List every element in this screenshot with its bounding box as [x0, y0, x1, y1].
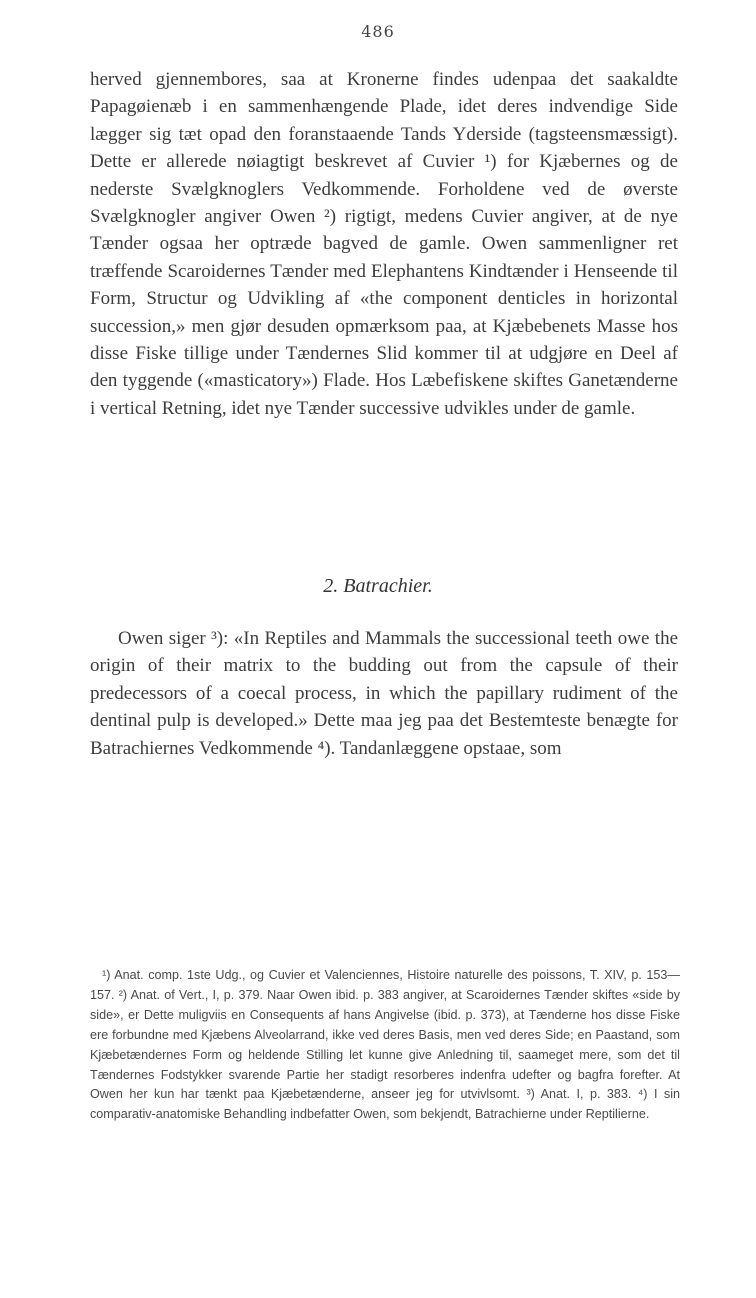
section-body	[90, 625, 678, 762]
footnote-text: ¹) Anat. comp. 1ste Udg., og Cuvier et Valenciennes, Histoire naturelle des poissons, T. XIV, p. 153—157. ²) Anat. of Vert., I, p. 379. Naar Owen ibid. p. 383 angiver, at Scaroidernes Tænder skiftes «side by side», er Dette muligviis en Consequents af hans Angivelse (ibid. p. 373), at Tænderne hos disse Fiske ere forbundne med Kjæbens Alveolarrand, ikke ved deres Basis, men ved deres Side; en Paastand, som Kjæbetændernes Form og heldende Stilling let kunne give Anledning til, saameget mere, som det til Tændernes Fodstykker svarende Partie her stadigt resorberes indenfra udefter og bagfra forefter. At Owen her kun har tænkt paa Kjæbetænderne, anseer jeg for utvivlsomt. ³) Anat. I, p. 383. ⁴) I sin comparativ-anatomiske Behandling indbefatter Owen, som bekjendt, Batrachierne under Reptilierne.	[90, 968, 680, 1122]
page-number: 486	[361, 22, 395, 41]
paragraph: Owen siger ³): «In Reptiles and Mammals the successional teeth owe the origin of their matrix to the budding out from the capsule of their predecessors of a coecal process, in which the papillary rudiment of the dentinal pulp is developed.» Dette maa jeg paa det Bestemteste benægte for Batrachiernes Vedkommende ⁴). Tandanlæggene opstaae, som	[90, 628, 678, 759]
section-heading: 2. Batrachier.	[323, 575, 433, 597]
footnotes	[90, 966, 680, 1125]
paragraph: herved gjennembores, saa at Kronerne findes udenpaa det saakaldte Papagøienæb i en sammenhængende Plade, idet deres indvendige Side lægger sig tæt opad den foranstaaende Tands Yderside (tagsteensmæssigt). Dette er allerede nøiagtigt beskrevet af Cuvier ¹) for Kjæbernes og de nederste Svælgknoglers Vedkommende. Forholdene ved de øverste Svælgknogler angiver Owen ²) rigtigt, medens Cuvier angiver, at de nye Tænder ogsaa her optræde bagved de gamle. Owen sammenligner ret træffende Scaroidernes Tænder med Elephantens Kindtænder i Henseende til Form, Structur og Udvikling af «the component denticles in horizontal succession,» men gjør desuden opmærksom paa, at Kjæbebenets Masse hos disse Fiske tillige under Tændernes Slid kommer til at udgjøre en Deel af den tyggende («masticatory») Flade. Hos Læbefiskene skiftes Ganetænderne i vertical Retning, idet nye Tænder successive udvikles under de gamle.	[90, 69, 678, 419]
body-text	[90, 66, 678, 422]
